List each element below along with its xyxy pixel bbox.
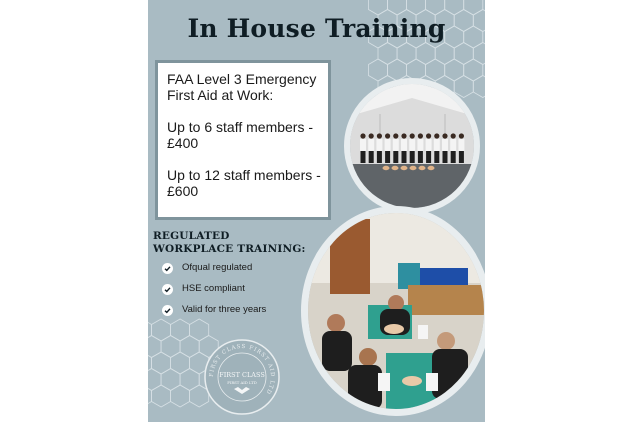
regulated-heading: REGULATED WORKPLACE TRAINING: [153,230,306,255]
company-logo [204,339,280,415]
page-title: In House Training [187,14,446,43]
check-icon [162,305,173,316]
group-photo [344,78,480,214]
benefit-ofqual: Ofqual regulated [182,262,253,273]
logo-name: FIRST CLASS [219,371,265,379]
list-item [162,262,282,274]
list-item [162,283,282,295]
check-icon [162,263,173,274]
logo-ring-text: FIRST CLASS FIRST AID LTD [208,343,276,396]
list-item [162,304,282,316]
benefit-hse: HSE compliant [182,283,245,294]
benefits-list [162,262,282,325]
price-small-group: Up to 6 staff members - £400 [167,119,314,151]
price-large-group: Up to 12 staff members - £600 [167,167,321,199]
check-icon [162,284,173,295]
training-session-photo [301,206,485,416]
course-info-box [155,60,331,220]
logo-subtitle: FIRST AID LTD [227,380,257,385]
poster [148,0,485,422]
course-heading: FAA Level 3 Emergency First Aid at Work: [167,71,317,103]
benefit-validity: Valid for three years [182,304,267,315]
